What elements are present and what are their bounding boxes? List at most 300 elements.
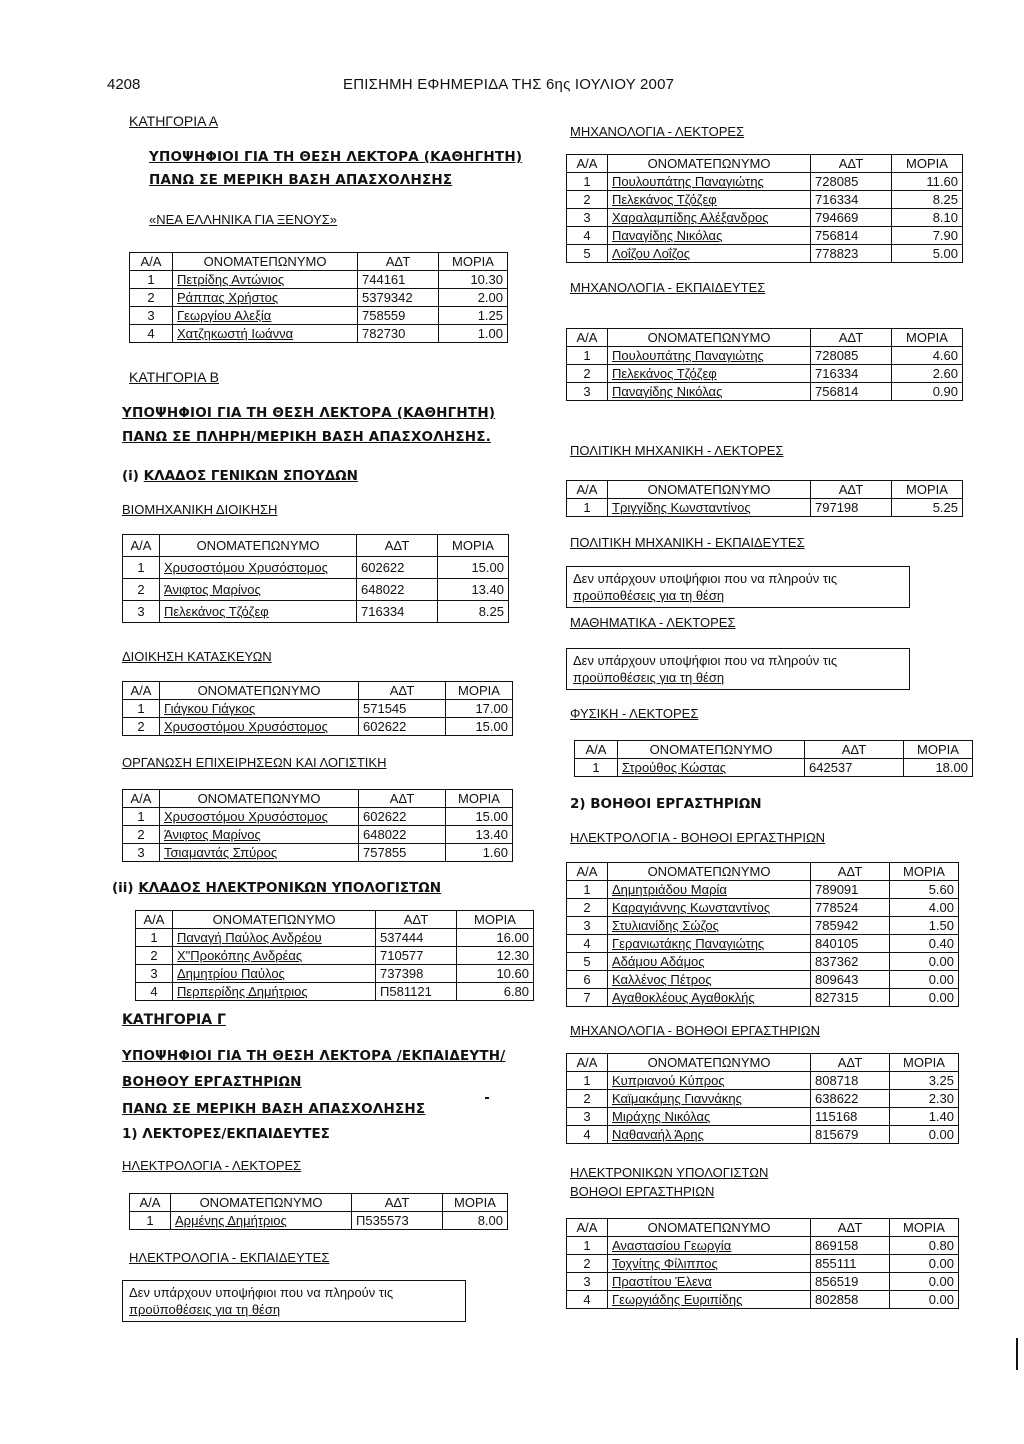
- points: 6.80: [457, 983, 534, 1001]
- column-header-moria: ΜΟΡΙΑ: [443, 1194, 508, 1212]
- row-number: 1: [567, 347, 608, 365]
- points: 0.00: [890, 989, 959, 1007]
- table-row: [567, 383, 963, 401]
- business-accounting-table: [122, 789, 513, 862]
- column-header-name: ΟΝΟΜΑΤΕΠΩΝΥΜΟ: [608, 329, 811, 347]
- points: 18.00: [904, 759, 973, 777]
- mechanical-lecturers-table: [566, 154, 963, 263]
- table-row: [567, 899, 959, 917]
- column-header-aa: Α/Α: [130, 1194, 171, 1212]
- candidate-name: Πελεκάνος Τζόζεφ: [608, 191, 811, 209]
- id-number: 571545: [359, 700, 446, 718]
- row-number: 3: [567, 917, 608, 935]
- id-number: 782730: [358, 325, 439, 343]
- points: 10.60: [457, 965, 534, 983]
- construction-management-table: [122, 681, 513, 736]
- table-row: [567, 917, 959, 935]
- id-number: 648022: [357, 579, 438, 601]
- table-row: [130, 289, 508, 307]
- section-computer-lab-assistants-1: ΗΛΕΚΤΡΟΝΙΚΩΝ ΥΠΟΛΟΓΙΣΤΩΝ: [570, 1165, 769, 1180]
- points: 0.00: [890, 1273, 959, 1291]
- column-header-adt: ΑΔΤ: [811, 1219, 890, 1237]
- table-row: [567, 1237, 959, 1255]
- category-c-heading-1: ΥΠΟΨΗΦΙΟΙ ΓΙΑ ΤΗ ΘΕΣΗ ΛΕΚΤΟΡΑ /ΕΚΠΑΙΔΕΥΤΗ/: [122, 1048, 506, 1064]
- points: 2.00: [439, 289, 508, 307]
- table-row: [123, 557, 509, 579]
- table-row: [130, 325, 508, 343]
- row-number: 2: [123, 718, 160, 736]
- electrical-lecturers-table: [129, 1193, 508, 1230]
- table-row: [123, 844, 513, 862]
- row-number: 3: [567, 383, 608, 401]
- points: 15.00: [446, 718, 513, 736]
- row-number: 4: [567, 935, 608, 953]
- lecturers-instructors-heading: 1) ΛΕΚΤΟΡΕΣ/ΕΚΠΑΙΔΕΥΤΕΣ: [122, 1126, 330, 1142]
- column-header-adt: ΑΔΤ: [359, 790, 446, 808]
- column-header-name: ΟΝΟΜΑΤΕΠΩΝΥΜΟ: [173, 911, 376, 929]
- row-number: 3: [136, 965, 173, 983]
- id-number: 827315: [811, 989, 890, 1007]
- table-row: [567, 1072, 959, 1090]
- candidate-name: Τσιαμαντάς Σπύρος: [160, 844, 359, 862]
- table-row: [567, 365, 963, 383]
- column-header-moria: ΜΟΡΙΑ: [446, 682, 513, 700]
- points: 7.90: [892, 227, 963, 245]
- row-number: 1: [123, 808, 160, 826]
- table-row: [567, 953, 959, 971]
- row-number: 1: [567, 173, 608, 191]
- branch-title: ΚΛΑΔΟΣ ΗΛΕΚΤΡΟΝΙΚΩΝ ΥΠΟΛΟΓΙΣΤΩΝ: [138, 880, 442, 896]
- id-number: 808718: [811, 1072, 890, 1090]
- id-number: 840105: [811, 935, 890, 953]
- id-number: 716334: [811, 365, 892, 383]
- civil-lecturers-table: [566, 480, 963, 517]
- candidate-name: Πουλουπάτης Παναγιώτης: [608, 173, 811, 191]
- id-number: 758559: [358, 307, 439, 325]
- table-row: [136, 983, 534, 1001]
- table-header-row: [567, 155, 963, 173]
- candidate-name: Χρυσοστόμου Χρυσόστομος: [160, 557, 357, 579]
- page-number: 4208: [107, 76, 141, 93]
- row-number: 4: [130, 325, 173, 343]
- id-number: 756814: [811, 383, 892, 401]
- row-number: 2: [130, 289, 173, 307]
- candidate-name: Χατζηκωστή Ιωάννα: [173, 325, 358, 343]
- column-header-adt: ΑΔΤ: [811, 329, 892, 347]
- row-number: 1: [123, 700, 160, 718]
- category-c-heading-3: ΠΑΝΩ ΣΕ ΜΕΡΙΚΗ ΒΑΣΗ ΑΠΑΣΧΟΛΗΣΗΣ: [122, 1101, 426, 1117]
- notice-line-2: προϋποθέσεις για τη θέση: [573, 588, 725, 603]
- column-header-aa: Α/Α: [567, 1054, 608, 1072]
- row-number: 2: [123, 826, 160, 844]
- points: 1.25: [439, 307, 508, 325]
- table-row: [123, 826, 513, 844]
- candidate-name: Άνιφτος Μαρίνος: [160, 826, 359, 844]
- row-number: 4: [567, 1126, 608, 1144]
- id-number: Π581121: [376, 983, 457, 1001]
- id-number: 809643: [811, 971, 890, 989]
- column-header-moria: ΜΟΡΙΑ: [890, 1054, 959, 1072]
- id-number: 794669: [811, 209, 892, 227]
- id-number: 789091: [811, 881, 890, 899]
- row-number: 1: [575, 759, 618, 777]
- table-header-row: [567, 1219, 959, 1237]
- candidate-name: Πραστίτου Έλενα: [608, 1273, 811, 1291]
- column-header-moria: ΜΟΡΙΑ: [439, 253, 508, 271]
- candidate-name: Καραγιάννης Κωνσταντίνος: [608, 899, 811, 917]
- table-row: [123, 601, 509, 623]
- category-c-label: ΚΑΤΗΓΟΡΙΑ Γ: [122, 1012, 226, 1028]
- scan-dot-mark: [485, 1097, 489, 1099]
- candidate-name: Χρυσοστόμου Χρυσόστομος: [160, 718, 359, 736]
- category-a-subject: «ΝΕΑ ΕΛΛΗΝΙΚΑ ΓΙΑ ΞΕΝΟΥΣ»: [149, 212, 337, 227]
- id-number: 728085: [811, 173, 892, 191]
- table-row: [136, 929, 534, 947]
- row-number: 4: [567, 227, 608, 245]
- candidate-name: Αδάμου Αδάμος: [608, 953, 811, 971]
- section-physics-lecturers: ΦΥΣΙΚΗ - ΛΕΚΤΟΡΕΣ: [570, 706, 699, 721]
- candidate-name: Γιάγκου Γιάγκος: [160, 700, 359, 718]
- column-header-aa: Α/Α: [567, 481, 608, 499]
- points: 13.40: [446, 826, 513, 844]
- column-header-name: ΟΝΟΜΑΤΕΠΩΝΥΜΟ: [618, 741, 805, 759]
- candidate-name: Γεωργιάδης Ευριπίδης: [608, 1291, 811, 1309]
- notice-line-1: Δεν υπάρχουν υποψήφιοι που να πληρούν τις: [129, 1285, 394, 1300]
- notice-line-2: προϋποθέσεις για τη θέση: [129, 1302, 281, 1317]
- section-mechanical-lecturers: ΜΗΧΑΝΟΛΟΓΙΑ - ΛΕΚΤΟΡΕΣ: [570, 124, 745, 139]
- column-header-aa: Α/Α: [567, 1219, 608, 1237]
- id-number: 856519: [811, 1273, 890, 1291]
- row-number: 7: [567, 989, 608, 1007]
- column-header-aa: Α/Α: [136, 911, 173, 929]
- no-candidates-notice: [566, 648, 910, 690]
- table-header-row: [575, 741, 973, 759]
- table-header-row: [136, 911, 534, 929]
- points: 0.00: [890, 953, 959, 971]
- points: 4.00: [890, 899, 959, 917]
- section-electrical-lecturers: ΗΛΕΚΤΡΟΛΟΓΙΑ - ΛΕΚΤΟΡΕΣ: [122, 1158, 302, 1173]
- computer-electronics-table: [135, 910, 534, 1001]
- candidate-name: Παναγίδης Νικόλας: [608, 227, 811, 245]
- column-header-moria: ΜΟΡΙΑ: [438, 535, 509, 557]
- table-row: [567, 935, 959, 953]
- id-number: 778524: [811, 899, 890, 917]
- candidate-name: Χ"Προκόπης Ανδρέας: [173, 947, 376, 965]
- id-number: Π535573: [352, 1212, 443, 1230]
- candidate-name: Τοχνίτης Φίλιππος: [608, 1255, 811, 1273]
- candidate-name: Αναστασίου Γεωργία: [608, 1237, 811, 1255]
- row-number: 3: [130, 307, 173, 325]
- candidate-name: Πελεκάνος Τζόζεφ: [160, 601, 357, 623]
- section-business-accounting: ΟΡΓΑΝΩΣΗ ΕΠΙΧΕΙΡΗΣΕΩΝ ΚΑΙ ΛΟΓΙΣΤΙΚΗ: [122, 755, 387, 770]
- column-header-name: ΟΝΟΜΑΤΕΠΩΝΥΜΟ: [608, 1054, 811, 1072]
- column-header-moria: ΜΟΡΙΑ: [904, 741, 973, 759]
- row-number: 1: [567, 1072, 608, 1090]
- id-number: 837362: [811, 953, 890, 971]
- industrial-management-table: [122, 534, 509, 623]
- column-header-name: ΟΝΟΜΑΤΕΠΩΝΥΜΟ: [160, 790, 359, 808]
- candidate-name: Παναγή Παύλος Ανδρέου: [173, 929, 376, 947]
- candidate-name: Μιράχης Νικόλας: [608, 1108, 811, 1126]
- id-number: 757855: [359, 844, 446, 862]
- points: 15.00: [438, 557, 509, 579]
- points: 16.00: [457, 929, 534, 947]
- row-number: 2: [136, 947, 173, 965]
- section-mathematics-lecturers: ΜΑΘΗΜΑΤΙΚΑ - ΛΕΚΤΟΡΕΣ: [570, 615, 736, 630]
- section-mechanical-instructors: ΜΗΧΑΝΟΛΟΓΙΑ - ΕΚΠΑΙΔΕΥΤΕΣ: [570, 280, 766, 295]
- table-header-row: [567, 863, 959, 881]
- section-civil-instructors: ΠΟΛΙΤΙΚΗ ΜΗΧΑΝΙΚΗ - ΕΚΠΑΙΔΕΥΤΕΣ: [570, 535, 805, 550]
- column-header-moria: ΜΟΡΙΑ: [892, 481, 963, 499]
- section-civil-lecturers: ΠΟΛΙΤΙΚΗ ΜΗΧΑΝΙΚΗ - ΛΕΚΤΟΡΕΣ: [570, 443, 784, 458]
- points: 0.40: [890, 935, 959, 953]
- candidate-name: Ράππας Χρήστος: [173, 289, 358, 307]
- points: 15.00: [446, 808, 513, 826]
- candidate-name: Αρμένης Δημήτριος: [171, 1212, 352, 1230]
- row-number: 6: [567, 971, 608, 989]
- points: 8.00: [443, 1212, 508, 1230]
- notice-line-2: προϋποθέσεις για τη θέση: [573, 670, 725, 685]
- row-number: 2: [567, 899, 608, 917]
- points: 10.30: [439, 271, 508, 289]
- branch-title: ΚΛΑΔΟΣ ΓΕΝΙΚΩΝ ΣΠΟΥΔΩΝ: [143, 468, 358, 484]
- section-computer-lab-assistants-2: ΒΟΗΘΟΙ ΕΡΓΑΣΤΗΡΙΩΝ: [570, 1184, 715, 1199]
- table-row: [567, 499, 963, 517]
- section-mechanical-lab-assistants: ΜΗΧΑΝΟΛΟΓΙΑ - ΒΟΗΘΟΙ ΕΡΓΑΣΤΗΡΙΩΝ: [570, 1023, 820, 1038]
- id-number: 756814: [811, 227, 892, 245]
- category-b-heading-2: ΠΑΝΩ ΣΕ ΠΛΗΡΗ/ΜΕΡΙΚΗ ΒΑΣΗ ΑΠΑΣΧΟΛΗΣΗΣ.: [122, 429, 492, 445]
- points: 3.25: [890, 1072, 959, 1090]
- candidate-name: Παναγίδης Νικόλας: [608, 383, 811, 401]
- mechanical-instructors-table: [566, 328, 963, 401]
- row-number: 2: [567, 1090, 608, 1108]
- table-row: [567, 1090, 959, 1108]
- row-number: 1: [123, 557, 160, 579]
- row-number: 1: [567, 881, 608, 899]
- candidate-name: Πετρίδης Αντώνιος: [173, 271, 358, 289]
- points: 12.30: [457, 947, 534, 965]
- id-number: 602622: [359, 808, 446, 826]
- column-header-adt: ΑΔΤ: [359, 682, 446, 700]
- points: 0.90: [892, 383, 963, 401]
- table-row: [567, 971, 959, 989]
- points: 11.60: [892, 173, 963, 191]
- table-row: [575, 759, 973, 777]
- row-number: 1: [567, 1237, 608, 1255]
- id-number: 716334: [357, 601, 438, 623]
- row-number: 3: [567, 1108, 608, 1126]
- category-a-heading-1: ΥΠΟΨΗΦΙΟΙ ΓΙΑ ΤΗ ΘΕΣΗ ΛΕΚΤΟΡΑ (ΚΑΘΗΓΗΤΗ): [149, 149, 523, 165]
- table-row: [130, 1212, 508, 1230]
- row-number: 5: [567, 245, 608, 263]
- points: 4.60: [892, 347, 963, 365]
- row-number: 3: [567, 1273, 608, 1291]
- column-header-aa: Α/Α: [130, 253, 173, 271]
- column-header-adt: ΑΔΤ: [811, 481, 892, 499]
- branch-number: (i): [122, 468, 139, 484]
- table-header-row: [567, 1054, 959, 1072]
- table-row: [567, 347, 963, 365]
- candidate-name: Γεωργίου Αλεξία: [173, 307, 358, 325]
- table-row: [567, 191, 963, 209]
- points: 13.40: [438, 579, 509, 601]
- id-number: 744161: [358, 271, 439, 289]
- candidate-name: Κυπριανού Κύπρος: [608, 1072, 811, 1090]
- id-number: 869158: [811, 1237, 890, 1255]
- category-c-heading-2: ΒΟΗΘΟΥ ΕΡΓΑΣΤΗΡΙΩΝ: [122, 1074, 302, 1090]
- table-row: [130, 271, 508, 289]
- row-number: 1: [136, 929, 173, 947]
- id-number: 815679: [811, 1126, 890, 1144]
- column-header-name: ΟΝΟΜΑΤΕΠΩΝΥΜΟ: [608, 1219, 811, 1237]
- points: 1.60: [446, 844, 513, 862]
- candidate-name: Καλλένος Πέτρος: [608, 971, 811, 989]
- notice-line-1: Δεν υπάρχουν υποψήφιοι που να πληρούν τις: [573, 653, 838, 668]
- table-row: [123, 718, 513, 736]
- column-header-adt: ΑΔΤ: [811, 1054, 890, 1072]
- section-construction-management: ΔΙΟΙΚΗΣΗ ΚΑΤΑΣΚΕΥΩΝ: [122, 649, 272, 664]
- no-candidates-notice: [566, 566, 910, 608]
- column-header-adt: ΑΔΤ: [376, 911, 457, 929]
- table-row: [567, 227, 963, 245]
- category-a-table: [129, 252, 508, 343]
- candidate-name: Περπερίδης Δημήτριος: [173, 983, 376, 1001]
- table-header-row: [123, 790, 513, 808]
- id-number: 737398: [376, 965, 457, 983]
- points: 0.00: [890, 1126, 959, 1144]
- id-number: 5379342: [358, 289, 439, 307]
- row-number: 1: [567, 499, 608, 517]
- column-header-aa: Α/Α: [123, 790, 160, 808]
- id-number: 648022: [359, 826, 446, 844]
- table-row: [123, 808, 513, 826]
- candidate-name: Πουλουπάτης Παναγιώτης: [608, 347, 811, 365]
- column-header-name: ΟΝΟΜΑΤΕΠΩΝΥΜΟ: [160, 682, 359, 700]
- table-header-row: [130, 1194, 508, 1212]
- column-header-adt: ΑΔΤ: [357, 535, 438, 557]
- column-header-aa: Α/Α: [567, 155, 608, 173]
- category-b-label: ΚΑΤΗΓΟΡΙΑ Β: [129, 369, 219, 385]
- id-number: 537444: [376, 929, 457, 947]
- id-number: 802858: [811, 1291, 890, 1309]
- points: 8.25: [438, 601, 509, 623]
- points: 1.00: [439, 325, 508, 343]
- points: 1.50: [890, 917, 959, 935]
- column-header-name: ΟΝΟΜΑΤΕΠΩΝΥΜΟ: [608, 863, 811, 881]
- id-number: 785942: [811, 917, 890, 935]
- table-row: [567, 1126, 959, 1144]
- row-number: 5: [567, 953, 608, 971]
- id-number: 778823: [811, 245, 892, 263]
- table-row: [123, 579, 509, 601]
- row-number: 4: [567, 1291, 608, 1309]
- column-header-aa: Α/Α: [123, 682, 160, 700]
- column-header-adt: ΑΔΤ: [352, 1194, 443, 1212]
- column-header-name: ΟΝΟΜΑΤΕΠΩΝΥΜΟ: [173, 253, 358, 271]
- candidate-name: Δημητρίου Παύλος: [173, 965, 376, 983]
- no-candidates-notice: [122, 1280, 466, 1322]
- points: 0.00: [890, 971, 959, 989]
- id-number: 710577: [376, 947, 457, 965]
- row-number: 2: [123, 579, 160, 601]
- row-number: 2: [567, 365, 608, 383]
- branch-general-studies: [122, 468, 358, 484]
- column-header-name: ΟΝΟΜΑΤΕΠΩΝΥΜΟ: [160, 535, 357, 557]
- computer-lab-assistants-table: [566, 1218, 959, 1309]
- points: 5.25: [892, 499, 963, 517]
- row-number: 1: [130, 1212, 171, 1230]
- column-header-moria: ΜΟΡΙΑ: [892, 329, 963, 347]
- id-number: 728085: [811, 347, 892, 365]
- candidate-name: Καϊμακάμης Γιαννάκης: [608, 1090, 811, 1108]
- points: 5.60: [890, 881, 959, 899]
- candidate-name: Ναθαναήλ Άρης: [608, 1126, 811, 1144]
- points: 2.60: [892, 365, 963, 383]
- column-header-aa: Α/Α: [123, 535, 160, 557]
- candidate-name: Στυλιανίδης Σώζος: [608, 917, 811, 935]
- id-number: 638622: [811, 1090, 890, 1108]
- category-b-heading-1: ΥΠΟΨΗΦΙΟΙ ΓΙΑ ΤΗ ΘΕΣΗ ΛΕΚΤΟΡΑ (ΚΑΘΗΓΗΤΗ): [122, 405, 496, 421]
- table-row: [567, 209, 963, 227]
- table-row: [567, 245, 963, 263]
- id-number: 642537: [805, 759, 904, 777]
- table-row: [567, 1291, 959, 1309]
- points: 17.00: [446, 700, 513, 718]
- id-number: 602622: [357, 557, 438, 579]
- points: 5.00: [892, 245, 963, 263]
- id-number: 797198: [811, 499, 892, 517]
- category-a-heading-2: ΠΑΝΩ ΣΕ ΜΕΡΙΚΗ ΒΑΣΗ ΑΠΑΣΧΟΛΗΣΗΣ: [149, 172, 453, 188]
- table-row: [130, 307, 508, 325]
- table-row: [567, 1255, 959, 1273]
- section-industrial-management: ΒΙΟΜΗΧΑΝΙΚΗ ΔΙΟΙΚΗΣΗ: [122, 502, 278, 517]
- column-header-moria: ΜΟΡΙΑ: [457, 911, 534, 929]
- column-header-name: ΟΝΟΜΑΤΕΠΩΝΥΜΟ: [608, 481, 811, 499]
- electrical-lab-assistants-table: [566, 862, 959, 1007]
- candidate-name: Γερανιωτάκης Παναγιώτης: [608, 935, 811, 953]
- scan-edge-mark: [1016, 1338, 1018, 1370]
- column-header-name: ΟΝΟΜΑΤΕΠΩΝΥΜΟ: [608, 155, 811, 173]
- table-row: [567, 989, 959, 1007]
- candidate-name: Χαραλαμπίδης Αλέξανδρος: [608, 209, 811, 227]
- points: 8.25: [892, 191, 963, 209]
- column-header-aa: Α/Α: [567, 329, 608, 347]
- physics-lecturers-table: [574, 740, 973, 777]
- row-number: 2: [567, 1255, 608, 1273]
- candidate-name: Χρυσοστόμου Χρυσόστομος: [160, 808, 359, 826]
- section-electrical-lab-assistants: ΗΛΕΚΤΡΟΛΟΓΙΑ - ΒΟΗΘΟΙ ΕΡΓΑΣΤΗΡΙΩΝ: [570, 830, 826, 845]
- row-number: 3: [123, 844, 160, 862]
- column-header-adt: ΑΔΤ: [358, 253, 439, 271]
- column-header-moria: ΜΟΡΙΑ: [890, 863, 959, 881]
- section-electrical-instructors: ΗΛΕΚΤΡΟΛΟΓΙΑ - ΕΚΠΑΙΔΕΥΤΕΣ: [129, 1250, 330, 1265]
- column-header-moria: ΜΟΡΙΑ: [446, 790, 513, 808]
- points: 1.40: [890, 1108, 959, 1126]
- gazette-title: ΕΠΙΣΗΜΗ ΕΦΗΜΕΡΙΔΑ ΤΗΣ 6ης ΙΟΥΛΙΟΥ 2007: [343, 76, 675, 93]
- points: 0.00: [890, 1291, 959, 1309]
- candidate-name: Λοΐζου Λοΐζος: [608, 245, 811, 263]
- table-header-row: [123, 682, 513, 700]
- table-row: [123, 700, 513, 718]
- candidate-name: Αγαθοκλέους Αγαθοκλής: [608, 989, 811, 1007]
- row-number: 3: [123, 601, 160, 623]
- table-row: [567, 881, 959, 899]
- column-header-aa: Α/Α: [575, 741, 618, 759]
- points: 0.80: [890, 1237, 959, 1255]
- column-header-adt: ΑΔΤ: [811, 863, 890, 881]
- column-header-name: ΟΝΟΜΑΤΕΠΩΝΥΜΟ: [171, 1194, 352, 1212]
- points: 2.30: [890, 1090, 959, 1108]
